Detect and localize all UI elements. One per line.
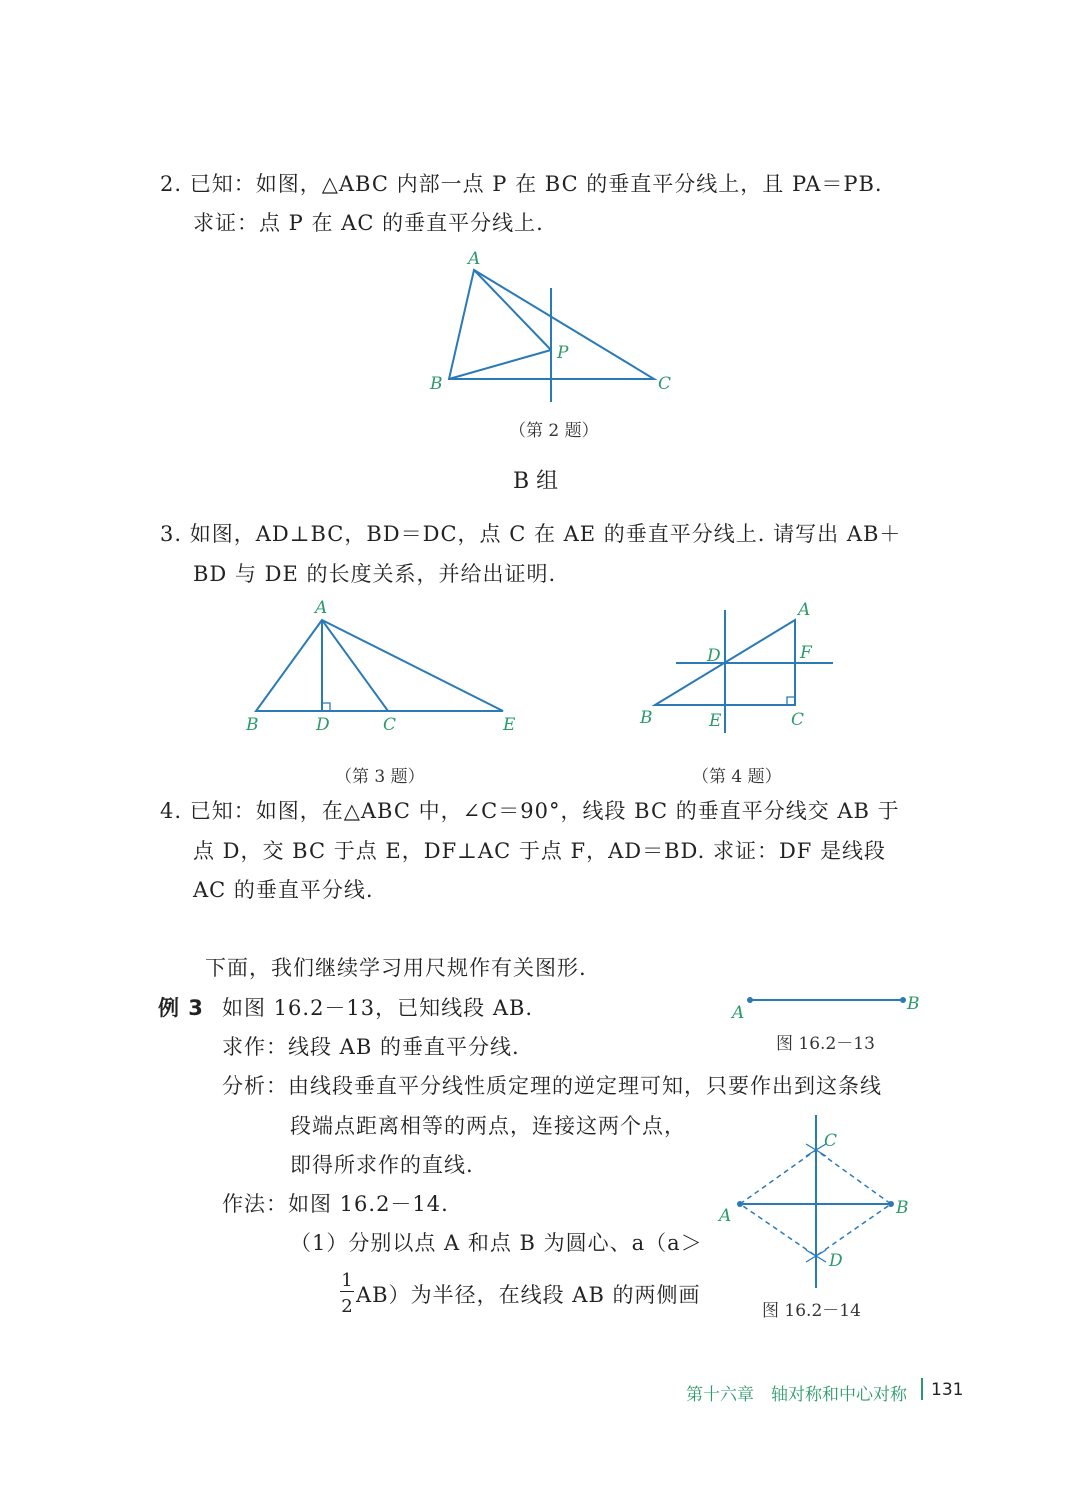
problem2-line1: 2. 已知：如图，△ABC 内部一点 P 在 BC 的垂直平分线上，且 PA＝PB. (160, 172, 883, 196)
label-d: D (707, 646, 721, 666)
label-d: D (829, 1251, 843, 1271)
problem3-line1: 3. 如图，AD⊥BC，BD＝DC，点 C 在 AE 的垂直平分线上. 请写出 AB＋ (160, 522, 902, 546)
figure-problem2 (429, 249, 671, 402)
point-b (900, 997, 906, 1003)
example3-analysis2: 段端点距离相等的两点，连接这两个点， (290, 1114, 686, 1138)
label-c: C (383, 715, 397, 735)
problem2-line2: 求证：点 P 在 AC 的垂直平分线上. (193, 211, 544, 235)
figure-problem4 (639, 600, 833, 733)
problem4-line3: AC 的垂直平分线. (193, 878, 374, 902)
caption-problem4: （第 4 题） (692, 767, 782, 787)
figure-16-2-14 (717, 1115, 909, 1288)
example3-analysis3: 即得所求作的直线. (290, 1153, 474, 1177)
example3-method: 作法：如图 16.2－14. (222, 1192, 449, 1216)
figure-problem3 (245, 598, 516, 735)
right-angle-mark (787, 697, 795, 705)
triangle-abe (256, 620, 503, 711)
label-b: B (430, 374, 443, 394)
problem4-line2: 点 D，交 BC 于点 E，DF⊥AC 于点 F，AD＝BD. 求证：DF 是线段 (193, 839, 887, 863)
example3-step1a: （1）分别以点 A 和点 B 为圆心、a（a＞ (290, 1231, 703, 1255)
fraction-numerator: 1 (341, 1270, 353, 1291)
segment-ac (322, 620, 388, 711)
figure-16-2-13 (730, 994, 920, 1023)
label-b: B (907, 994, 920, 1014)
label-e: E (503, 715, 516, 735)
footer-divider (921, 1378, 923, 1400)
example3-task: 求作：线段 AB 的垂直平分线. (222, 1035, 520, 1059)
label-c: C (658, 374, 672, 394)
caption-fig-16-2-13: 图 16.2－13 (776, 1034, 875, 1054)
segment-pb (449, 350, 551, 379)
label-d: D (316, 715, 330, 735)
label-b: B (246, 715, 259, 735)
page-number: 131 (931, 1380, 964, 1400)
label-a: A (732, 1003, 745, 1023)
label-b: B (896, 1198, 909, 1218)
caption-fig-16-2-14: 图 16.2－14 (762, 1301, 861, 1321)
caption-problem2: （第 2 题） (509, 421, 599, 441)
example3-step1b: AB）为半径，在线段 AB 的两侧画 (356, 1283, 701, 1307)
problem4-line1: 4. 已知：如图，在△ABC 中，∠C＝90°，线段 BC 的垂直平分线交 AB 于 (160, 799, 900, 823)
right-angle-mark (322, 703, 330, 711)
label-f: F (800, 643, 812, 663)
label-c: C (824, 1131, 838, 1151)
caption-problem3: （第 3 题） (335, 767, 425, 787)
label-e: E (709, 711, 722, 731)
point-a (737, 1201, 743, 1207)
label-a: A (719, 1206, 732, 1226)
point-a (747, 997, 753, 1003)
label-a: A (468, 249, 481, 269)
fraction-denominator: 2 (341, 1296, 353, 1317)
label-a: A (798, 600, 811, 620)
footer-chapter: 第十六章 轴对称和中心对称 (686, 1385, 907, 1405)
label-c: C (791, 710, 805, 730)
group-b-heading: B 组 (513, 469, 559, 494)
problem3-line2: BD 与 DE 的长度关系，并给出证明. (193, 562, 557, 586)
example3-given: 如图 16.2－13，已知线段 AB. (222, 996, 534, 1020)
example3-tag: 例 3 (158, 996, 204, 1020)
label-p: P (557, 343, 569, 363)
label-b: B (640, 708, 653, 728)
intro-text: 下面，我们继续学习用尺规作有关图形. (205, 956, 587, 980)
example3-analysis1: 分析：由线段垂直平分线性质定理的逆定理可知，只要作出到这条线 (222, 1074, 882, 1098)
label-a: A (315, 598, 328, 618)
point-b (888, 1201, 894, 1207)
